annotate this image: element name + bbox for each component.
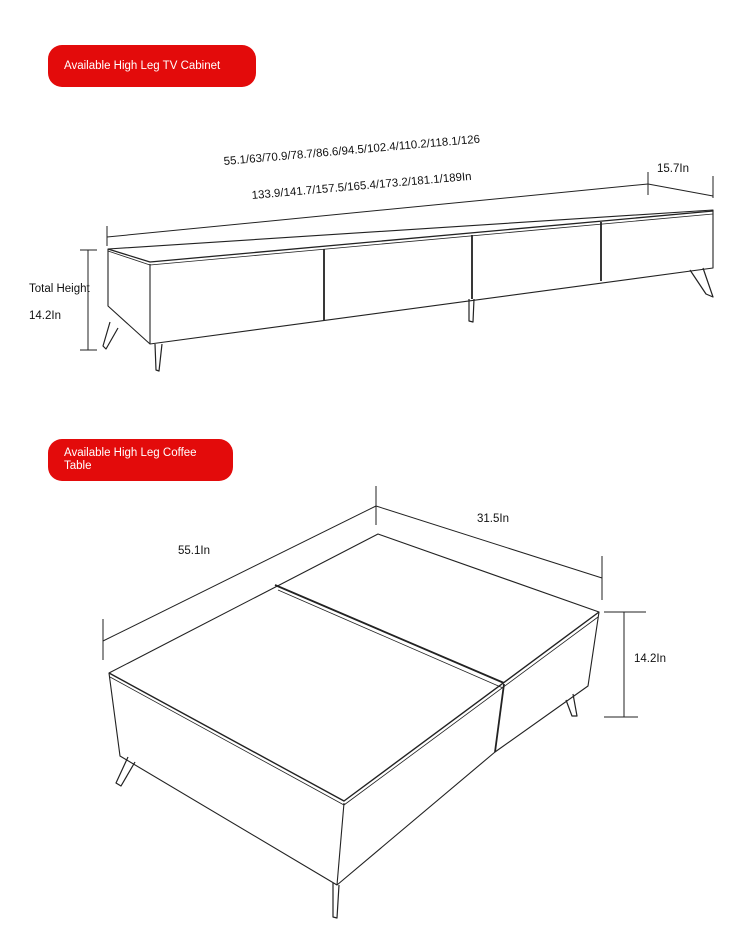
tv-cabinet-top-edge xyxy=(108,211,713,262)
ct-top-edge-inner xyxy=(110,617,598,805)
tv-cabinet-badge-text: Available High Leg TV Cabinet xyxy=(64,59,221,72)
tv-height-title: Total Height xyxy=(29,283,90,295)
tv-height-value: 14.2In xyxy=(29,310,61,322)
ct-length-label: 55.1In xyxy=(178,545,210,557)
ct-length-dimension-line xyxy=(103,506,376,641)
tv-length-cm-label: 133.9/141.7/157.5/165.4/173.2/181.1/189In xyxy=(251,170,473,202)
tv-cabinet-outline xyxy=(108,210,713,344)
ct-side-seam xyxy=(495,684,504,752)
ct-top-seam-inner xyxy=(278,590,503,688)
tv-leg-front-left xyxy=(155,344,162,371)
tv-depth-label: 15.7In xyxy=(657,163,689,175)
tv-length-dimension-line xyxy=(107,184,648,237)
tv-length-inch-label: 55.1/63/70.9/78.7/86.6/94.5/102.4/110.2/118.1/126 xyxy=(223,133,481,168)
ct-width-label: 31.5In xyxy=(477,513,509,525)
tv-leg-back-left xyxy=(103,322,118,349)
ct-height-label: 14.2In xyxy=(634,653,666,665)
tv-leg-middle xyxy=(469,299,474,322)
ct-leg-front-left xyxy=(116,757,135,786)
coffee-table-badge-text: Available High Leg Coffee Table xyxy=(64,447,197,472)
tv-leg-right xyxy=(690,268,713,297)
coffee-table-drawing xyxy=(103,486,666,918)
ct-front-corner xyxy=(337,803,344,885)
tv-cabinet-drawing xyxy=(29,134,713,371)
ct-leg-front xyxy=(333,883,339,918)
tv-depth-dimension-line xyxy=(648,184,713,196)
ct-top-edge xyxy=(109,612,599,801)
ct-top-seam xyxy=(275,585,504,683)
ct-outline xyxy=(109,534,599,885)
